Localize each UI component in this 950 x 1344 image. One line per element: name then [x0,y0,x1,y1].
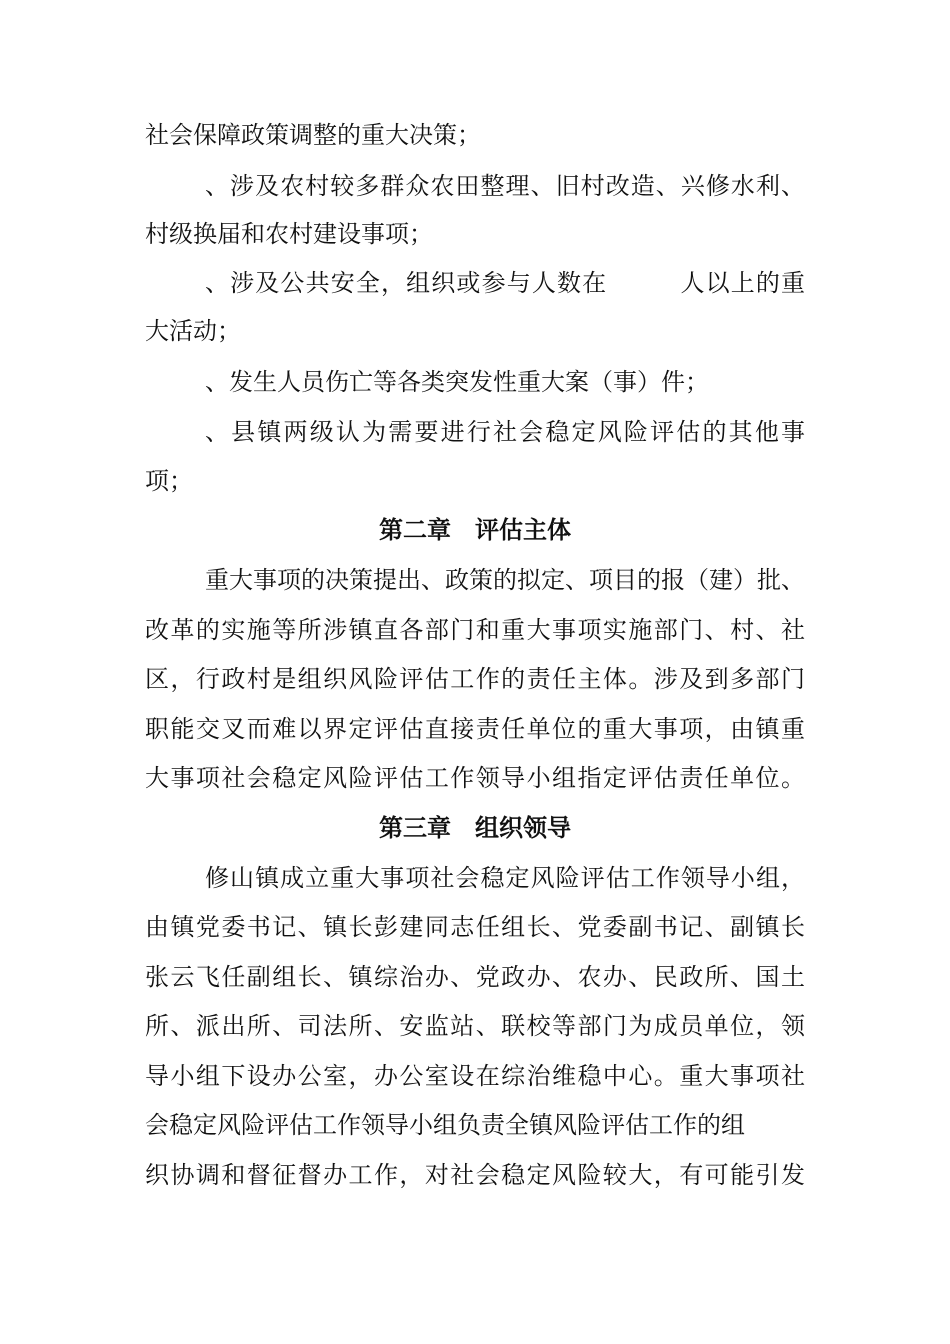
text-line-8: 项； [145,467,193,495]
paragraph-line-20: 织协调和督征督办工作，对社会稳定风险较大，有可能引发 [145,1161,805,1189]
text-line-5: 大活动； [145,317,241,345]
text-line-1: 社会保障政策调整的重大决策； [145,121,481,149]
paragraph-line-14: 修山镇成立重大事项社会稳定风险评估工作领导小组， [205,864,805,892]
text-line-3: 村级换届和农村建设事项； [145,220,433,248]
chapter-heading-2: 第二章 评估主体 [379,516,571,544]
list-item-emergencies: 、发生人员伤亡等各类突发性重大案（事）件； [205,368,709,396]
paragraph-line-16: 张云飞任副组长、镇综治办、党政办、农办、民政所、国土 [145,963,805,991]
paragraph-line-15: 由镇党委书记、镇长彭建同志任组长、党委副书记、副镇长 [145,913,805,941]
public-safety-text-end: 人以上的重 [679,269,806,297]
paragraph-line-9: 重大事项的决策提出、政策的拟定、项目的报（建）批、 [205,566,805,594]
paragraph-line-10: 改革的实施等所涉镇直各部门和重大事项实施部门、村、社 [145,616,805,644]
chapter-heading-3: 第三章 组织领导 [379,814,571,842]
list-item-other-matters: 、县镇两级认为需要进行社会稳定风险评估的其他事 [205,418,805,446]
paragraph-line-17: 所、派出所、司法所、安监站、联校等部门为成员单位，领 [145,1012,805,1040]
paragraph-line-19: 会稳定风险评估工作领导小组负责全镇风险评估工作的组 [145,1111,745,1139]
paragraph-line-12: 职能交叉而难以界定评估直接责任单位的重大事项，由镇重 [145,715,805,743]
list-item-public-safety [205,267,805,299]
paragraph-line-11: 区，行政村是组织风险评估工作的责任主体。涉及到多部门 [145,665,805,693]
paragraph-line-18: 导小组下设办公室，办公室设在综治维稳中心。重大事项社 [145,1062,805,1090]
paragraph-line-13: 大事项社会稳定风险评估工作领导小组指定评估责任单位。 [145,764,805,792]
public-safety-text-start: 、涉及公共安全，组织或参与人数在 [205,269,608,297]
list-item-rural-projects: 、涉及农村较多群众农田整理、旧村改造、兴修水利、 [205,172,805,200]
